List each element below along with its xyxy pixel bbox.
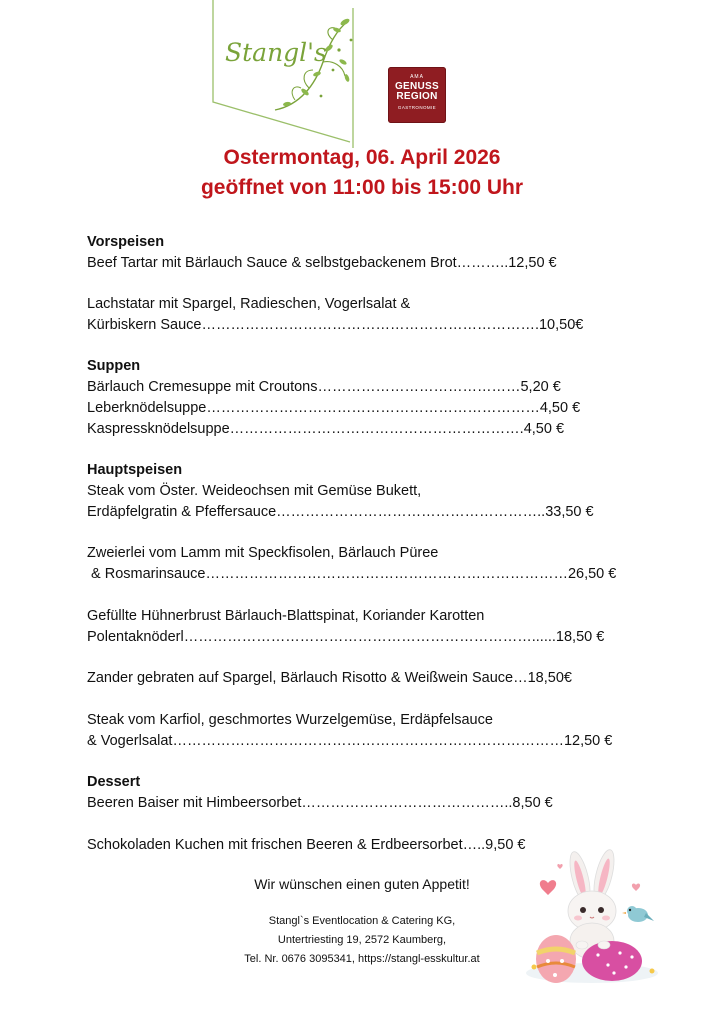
appetit-wish: Wir wünschen einen guten Appetit! — [254, 876, 470, 892]
section-heading-hauptspeisen: Hauptspeisen — [87, 462, 183, 478]
menu-item: Leberknödelsuppe……………………………………………………………4,50 € — [87, 400, 581, 416]
menu-item: Schokoladen Kuchen mit frischen Beeren & Erdbeersorbet…..9,50 € — [87, 837, 526, 853]
menu-item: Steak vom Karfiol, geschmortes Wurzelgemüse, Erdäpfelsauce — [87, 712, 493, 728]
badge-line-1: AMA — [410, 74, 424, 80]
badge-line-4: GASTRONOMIE — [397, 105, 437, 110]
section-heading-dessert: Dessert — [87, 774, 141, 790]
menu-item: & Vogerlsalat………………………………………………………………………12,50 € — [87, 733, 613, 749]
section-heading-suppen: Suppen — [87, 358, 141, 374]
menu-item: Gefüllte Hühnerbrust Bärlauch-Blattspinat, Koriander Karotten — [87, 608, 485, 624]
badge-line-3: REGION — [396, 91, 438, 102]
menu-item: Bärlauch Cremesuppe mit Croutons……………………………………5,20 € — [87, 379, 561, 395]
menu-item: Zander gebraten auf Spargel, Bärlauch Risotto & Weißwein Sauce…18,50€ — [87, 670, 572, 686]
menu-item: Beef Tartar mit Bärlauch Sauce & selbstgebackenem Brot………..12,50 € — [87, 255, 557, 271]
menu-item: Kürbiskern Sauce…………………………………………………………….10,50€ — [87, 317, 584, 333]
company-name: Stangl`s Eventlocation & Catering KG, — [268, 915, 456, 927]
menu-item: & Rosmarinsauce…………………………………………………………………26,50 € — [87, 566, 617, 582]
contact-info: Tel. Nr. 0676 3095341, https://stangl-esskultur.at — [244, 953, 480, 965]
easter-bunny-icon — [520, 835, 670, 985]
menu-item: Polentaknöderl………………………………………………………………......18,50 € — [87, 629, 605, 645]
menu-item: Lachstatar mit Spargel, Radieschen, Vogerlsalat & — [87, 296, 411, 312]
menu-item: Erdäpfelgratin & Pfeffersauce………………………………………………..33,50 € — [87, 504, 594, 520]
menu-item: Beeren Baiser mit Himbeersorbet……………………………………..8,50 € — [87, 795, 553, 811]
badge-line-2: GENUSS — [394, 81, 440, 92]
menu-item: Zweierlei vom Lamm mit Speckfisolen, Bärlauch Püree — [87, 545, 439, 561]
stangls-logo — [205, 0, 365, 150]
menu-item: Steak vom Öster. Weideochsen mit Gemüse Bukett, — [87, 483, 422, 499]
page-title: Ostermontag, 06. April 2026 — [223, 146, 501, 169]
menu-item: Kaspressknödelsuppe…………………………………………………….4,50 € — [87, 421, 565, 437]
logo-wordmark: Stangl's — [225, 38, 327, 67]
logo-vine-icon — [205, 0, 365, 150]
street-address: Untertriesting 19, 2572 Kaumberg, — [277, 934, 447, 946]
genuss-region-badge — [388, 67, 446, 123]
section-heading-vorspeisen: Vorspeisen — [87, 234, 165, 250]
opening-hours: geöffnet von 11:00 bis 15:00 Uhr — [200, 176, 524, 199]
